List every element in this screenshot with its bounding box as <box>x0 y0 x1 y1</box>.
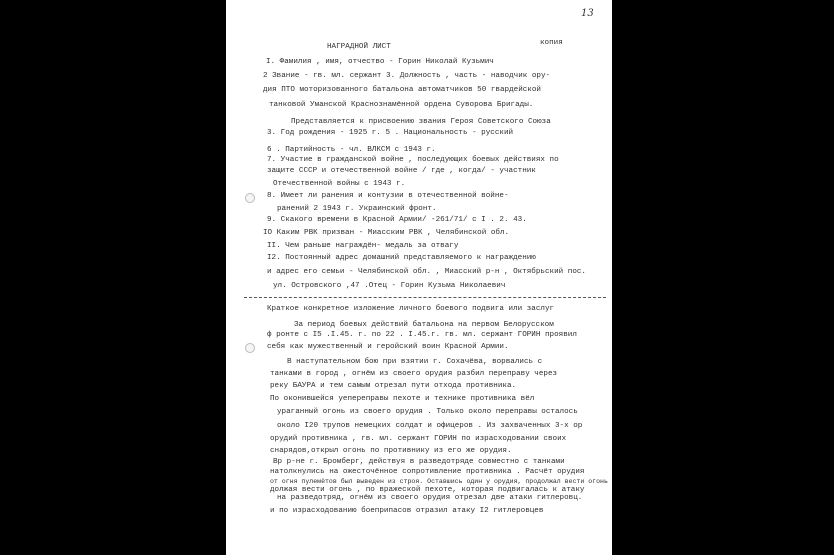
text-line: ф ронте с I5 .I.45. г. по 22 . I.45.г. гв. мл. сержант ГОРИН проявил <box>267 331 577 339</box>
text-line: реку БАУРА и тем самым отрезал пути отхода противника. <box>270 382 517 390</box>
text-line: и адрес его семьи - Челябинской обл. , Миасский р-н , Октябрьский пос. <box>267 268 586 276</box>
text-line: Представляется к присвоению звания Героя Советского Союза <box>291 118 551 126</box>
text-line: себя как мужественный и геройский воин Красной Армии. <box>267 343 509 351</box>
text-line: Краткое конкретное изложение личного боевого подвига или заслуг <box>267 305 555 313</box>
punch-hole-icon <box>245 343 255 353</box>
text-line: В наступательном бою при взятии г. Сохачёва, ворвались с <box>287 358 543 366</box>
text-line: По оконившейся уепереправы пехоте и технике противника вёл <box>270 395 535 403</box>
page-number: 13 <box>581 8 594 19</box>
punch-hole-icon <box>245 193 255 203</box>
text-line: на разведотряд, огнём из своего орудия отрезал две атаки гитлеровц. <box>277 494 583 502</box>
text-line: от огня пулемётов был выведен из строя. Оставшись один у орудия, продолжал вести огонь <box>270 478 608 485</box>
copy-mark: копия <box>540 39 563 47</box>
text-line: дия ПТО моторизованного батальона автоматчиков 50 гвардейской <box>263 86 541 94</box>
document-title: НАГРАДНОЙ ЛИСТ <box>327 43 391 51</box>
text-line: За период боевых действий батальона на первом Белорусском <box>294 321 554 329</box>
text-line: 7. Участие в гражданской войне , последующих боевых действиях по <box>267 156 559 164</box>
text-line: танками в город , огнём из своего орудия разбил переправу через <box>270 370 558 378</box>
text-line: натолкнулись на ожесточённое сопротивление противника . Расчёт орудия <box>270 468 585 476</box>
text-line: I2. Постоянный адрес домашний представляемого к награждению <box>267 254 536 262</box>
text-line: около I20 трупов немецких солдат и офицеров . Из захваченных 3-х ор <box>277 422 583 430</box>
text-line: 3. Год рождения - 1925 г. 5 . Национальность - русский <box>267 129 514 137</box>
text-line: ураганный огонь из своего орудия . Только около переправы осталось <box>277 408 578 416</box>
text-line: I. Фамилия , имя, отчество - Горин Николай Кузьмич <box>266 58 494 66</box>
text-line: II. Чем раньше награждён- медаль за отвагу <box>267 242 459 250</box>
text-line: ул. Островского ,47 .Отец - Горин Кузьма Николаевич <box>273 282 506 290</box>
text-line: снарядов,открыл огонь по противнику из его же орудия. <box>270 447 512 455</box>
text-line: должая вести огонь , по вражеской пехоте, которая подвигалась к атаку <box>270 486 585 494</box>
text-line: Вр р-не г. Бромберг, действуя в разведотряде совместно с танками <box>273 458 565 466</box>
text-line: защите СССР и отечественной войне / где , когда/ - участник <box>267 167 536 175</box>
text-line: 8. Имеет ли ранения и контузии в отечественной войне- <box>267 192 509 200</box>
text-line: танковой Уманской Краснознамённой ордена Суворова Бригады. <box>269 101 534 109</box>
text-line: IO Каким РВК призван - Миасским РВК , Челябинской обл. <box>263 229 510 237</box>
text-line: и по израсходованию боеприпасов отразил атаку I2 гитлеровцев <box>270 507 544 515</box>
text-line: 9. Скакого времени в Красной Армии/ -261/71/ с I . 2. 43. <box>267 216 527 224</box>
text-line: 2 Звание - гв. мл. сержант 3. Должность , часть - наводчик ору- <box>263 72 551 80</box>
text-line: 6 . Партийность - чл. ВЛКСМ с 1943 г. <box>267 146 436 154</box>
section-divider <box>244 297 606 298</box>
text-line: ранений 2 1943 г. Украинский фронт. <box>277 205 437 213</box>
document-page <box>226 0 612 555</box>
text-line: орудий противника , гв. мл. сержант ГОРИН по израсходовании своих <box>270 435 567 443</box>
text-line: Отечественной войны с 1943 г. <box>273 180 406 188</box>
